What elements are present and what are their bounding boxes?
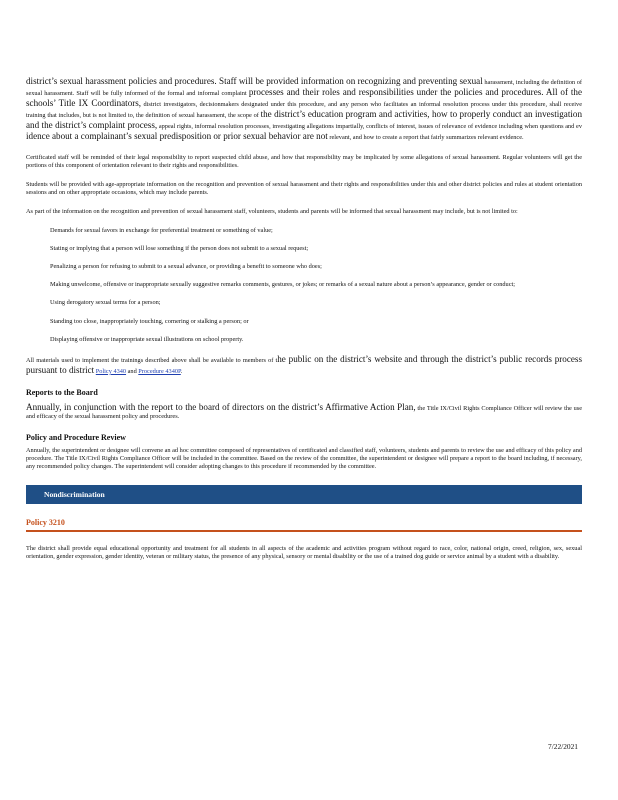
training-line-8: relevant, and how to create a report that fairly summarizes relevant evidence. bbox=[329, 134, 524, 142]
training-paragraph bbox=[26, 76, 582, 143]
training-line-3: processes and their roles and responsibilities under the policies and procedures. All of the schools’ Title IX Coordinators, bbox=[26, 87, 582, 109]
info-paragraph: As part of the information on the recognition and prevention of sexual harassment staff, volunteers, students and parents will be informed that sexual harassment may include, but is not limited to: bbox=[26, 207, 518, 215]
bullet-marker bbox=[26, 281, 50, 289]
reports-paragraph: Annually, in conjunction with the report to the board of directors on the district’s Affirmative Action Plan, the Title IX/Civil Rights Compliance Officer will review the use and efficacy of the sexual harassment policy and procedures. bbox=[26, 401, 582, 420]
list-item: Demands for sexual favors in exchange for preferential treatment or something of value; bbox=[26, 227, 582, 235]
bullet-marker bbox=[26, 299, 50, 307]
training-line-1: district’s sexual harassment policies and procedures. Staff will be provided information on recognizing and preventing sexual bbox=[26, 76, 483, 86]
list-item: Penalizing a person for refusing to submit to a sexual advance, or providing a benefit to someone who does; bbox=[26, 263, 582, 271]
review-paragraph: Annually, the superintendent or designee will convene an ad hoc committee composed of representatives of certificated and classified staff, volunteers, students and parents to review the use and efficacy of this policy and procedure. The Title IX/Civil Rights Compliance Officer will be included in the committee. Based on the review of the committee, the superintendent or designee will prepare a report to the board including, if necessary, any recommended policy changes. The superintendent will consider adopting changes to this procedure if recommended by the committee. bbox=[26, 447, 582, 471]
bullet-marker bbox=[26, 336, 50, 344]
training-line-7: idence about a complainant’s sexual predisposition or prior sexual behavior are not bbox=[26, 131, 328, 142]
reports-heading: Reports to the Board bbox=[26, 387, 98, 397]
policy-heading: Policy 3210 bbox=[26, 518, 582, 532]
bullet-marker bbox=[26, 318, 50, 326]
list-item: Using derogatory sexual terms for a person; bbox=[26, 299, 582, 307]
training-line-2: harassment, including the definition of sexual harassment. Staff will be fully informed of the formal and informal complaint bbox=[26, 79, 582, 98]
bullet-marker bbox=[26, 245, 50, 253]
students-paragraph: Students will be provided with age-appropriate information on the recognition and prevention of sexual harassment and their rights and responsibilities under this and other district policies and rules at student orientation sessions and on other appropriate occasions, which may include parents. bbox=[26, 180, 582, 196]
list-item: Making unwelcome, offensive or inappropriate sexually suggestive remarks comments, gestures, or jokes; or remarks of a sexual nature about a person’s appearance, gender or conduct; bbox=[26, 281, 582, 289]
training-line-5: the district’s education program and activities, how to properly conduct an investigation and the district’s complaint process, bbox=[26, 109, 582, 131]
list-item: Stating or implying that a person will lose something if the person does not submit to a sexual request; bbox=[26, 245, 582, 253]
policy-4340-link[interactable]: Policy 4340 bbox=[95, 367, 127, 375]
policy-paragraph: The district shall provide equal educational opportunity and treatment for all students in all aspects of the academic and activities program without regard to race, color, national origin, creed, religion, sex, sexual orientation, gender expression, gender identity, veteran or military status, the presence of any physical, sensory or mental disability or the use of a trained dog guide or service animal by a student with a disability. bbox=[26, 545, 582, 561]
review-heading: Policy and Procedure Review bbox=[26, 433, 126, 443]
harassment-examples-list bbox=[26, 227, 582, 344]
training-line-4: district investigators, decisionmakers designated under this procedure, and any person who facilitates an informal resolution process under this procedure, shall receive training that includes, but is not limited to, the definition of sexual harassment, the scope of bbox=[26, 101, 582, 120]
procedure-4340p-link[interactable]: Procedure 4340P bbox=[138, 367, 181, 375]
list-item: Displaying offensive or inappropriate sexual illustrations on school property. bbox=[26, 336, 582, 344]
materials-paragraph: All materials used to implement the trainings described above shall be available to members of the public on the district’s website and through the district’s public records process pursuant to district Policy 4340 and Procedure 4340P. bbox=[26, 353, 582, 375]
bullet-marker bbox=[26, 263, 50, 271]
training-line-6: appeal rights, informal resolution processes, investigating allegations impartially, conflicts of interest, issues of relevance of evidence including when questions and ev bbox=[158, 123, 582, 131]
section-bar-nondiscrimination: Nondiscrimination bbox=[26, 485, 582, 504]
page-date: 7/22/2021 bbox=[548, 742, 578, 751]
list-item: Standing too close, inappropriately touching, cornering or stalking a person; or bbox=[26, 318, 582, 326]
bullet-marker bbox=[26, 227, 50, 235]
staff-paragraph: Certificated staff will be reminded of their legal responsibility to report suspected child abuse, and how that responsibility may be implicated by some allegations of sexual harassment. Regular volunteers will get the portions of this component of orientation relevant to their rights and responsibilities. bbox=[26, 153, 582, 169]
